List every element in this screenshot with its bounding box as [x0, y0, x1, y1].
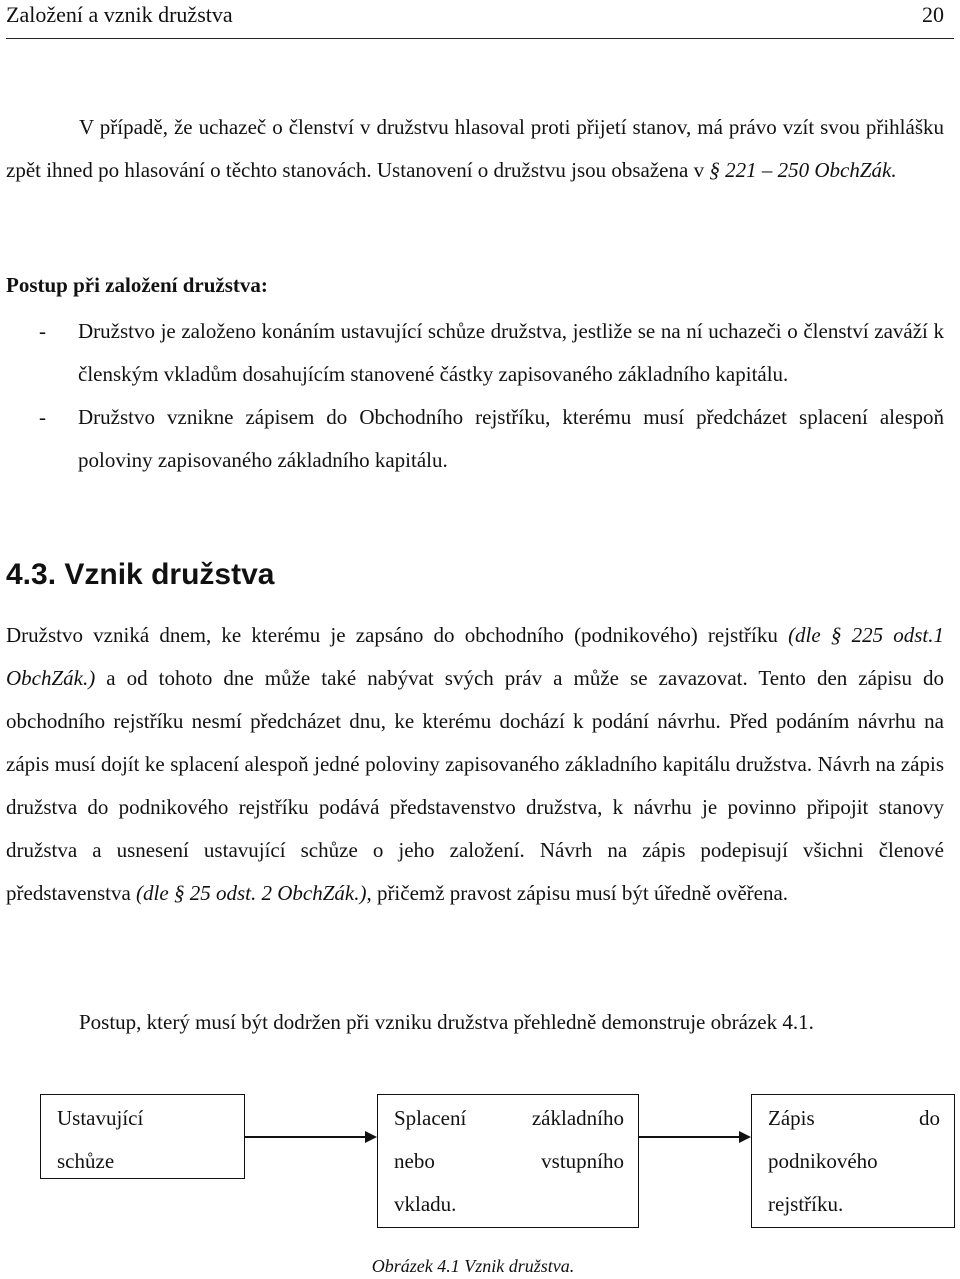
- list-item: [6, 310, 944, 396]
- flow-arrow: [639, 1136, 749, 1138]
- legal-reference: (dle § 225 odst.1 ObchZák.): [6, 623, 945, 690]
- box-line: rejstříku.: [768, 1192, 844, 1216]
- list-item-text: Družstvo je založeno konáním ustavující schůze družstva, jestliže se na ní uchazeči o členství zaváží k členským vkladům dosahujícím stanovené částky zapisovaného základního kapitálu.: [78, 319, 944, 386]
- procedure-list: [6, 310, 944, 482]
- box-line: Splacení základního: [394, 1106, 624, 1130]
- figure-caption: Obrázek 4.1 Vznik družstva.: [371, 1256, 575, 1276]
- section-text-a: Družstvo vzniká dnem, ke kterému je zapsáno do obchodního (podnikového) rejstříku: [6, 623, 789, 647]
- box-line: schůze: [57, 1149, 115, 1173]
- box-line: Ustavující: [57, 1106, 144, 1130]
- section-paragraph: [6, 614, 944, 915]
- flow-arrow: [245, 1136, 375, 1138]
- box-line: podnikového: [768, 1149, 878, 1173]
- procedure-heading: Postup při založení družstva:: [6, 273, 268, 297]
- flow-box-meeting: [40, 1094, 245, 1179]
- legal-reference: (dle § 25 odst. 2 ObchZák.): [136, 881, 367, 905]
- section-text-b: a od tohoto dne může také nabývat svých práv a může se zavazovat. Tento den zápisu do obchodního rejstříku nesmí předcházet dnu, ke kterému dochází k podání návrhu. Před podáním návrhu na zápis musí dojít ke splacení alespoň jedné poloviny zapisovaného základního kapitálu družstva. Návrh na zápis družstva do podnikového rejstříku podává představenstvo družstva, k návrhu je povinno připojit stanovy družstva a usnesení ustavující schůze o jeho založení. Návrh na zápis podepisují všichni členové představenstva: [6, 666, 944, 905]
- figure-intro-paragraph: Postup, který musí být dodržen při vzniku družstva přehledně demonstruje obrázek 4.1.: [79, 1010, 814, 1034]
- intro-text: V případě, že uchazeč o členství v družstvu hlasoval proti přijetí stanov, má právo vzít svou přihlášku zpět ihned po hlasování o těchto stanovách. Ustanovení o družstvu jsou obsažena v: [6, 115, 944, 182]
- header-title: Založení a vznik družstva: [6, 2, 233, 27]
- intro-paragraph: [6, 106, 944, 192]
- box-line: nebo vstupního: [394, 1149, 624, 1173]
- page-number: 20: [922, 2, 944, 27]
- box-line: Zápis do: [768, 1106, 940, 1130]
- list-item-text: Družstvo vznikne zápisem do Obchodního rejstříku, kterému musí předcházet splacení alespoň poloviny zapisovaného základního kapitálu.: [78, 405, 944, 472]
- flow-box-payment: [377, 1094, 639, 1228]
- intro-legal-reference: § 221 – 250 ObchZák.: [709, 158, 897, 182]
- section-title: 4.3. Vznik družstva: [6, 558, 275, 591]
- section-text-c: , přičemž pravost zápisu musí být úředně ověřena.: [366, 881, 789, 905]
- page-header: [6, 0, 954, 39]
- list-dash: -: [39, 405, 46, 429]
- box-line: vkladu.: [394, 1192, 457, 1216]
- list-item: [6, 396, 944, 482]
- flow-box-registration: [751, 1094, 955, 1228]
- list-dash: -: [39, 319, 46, 343]
